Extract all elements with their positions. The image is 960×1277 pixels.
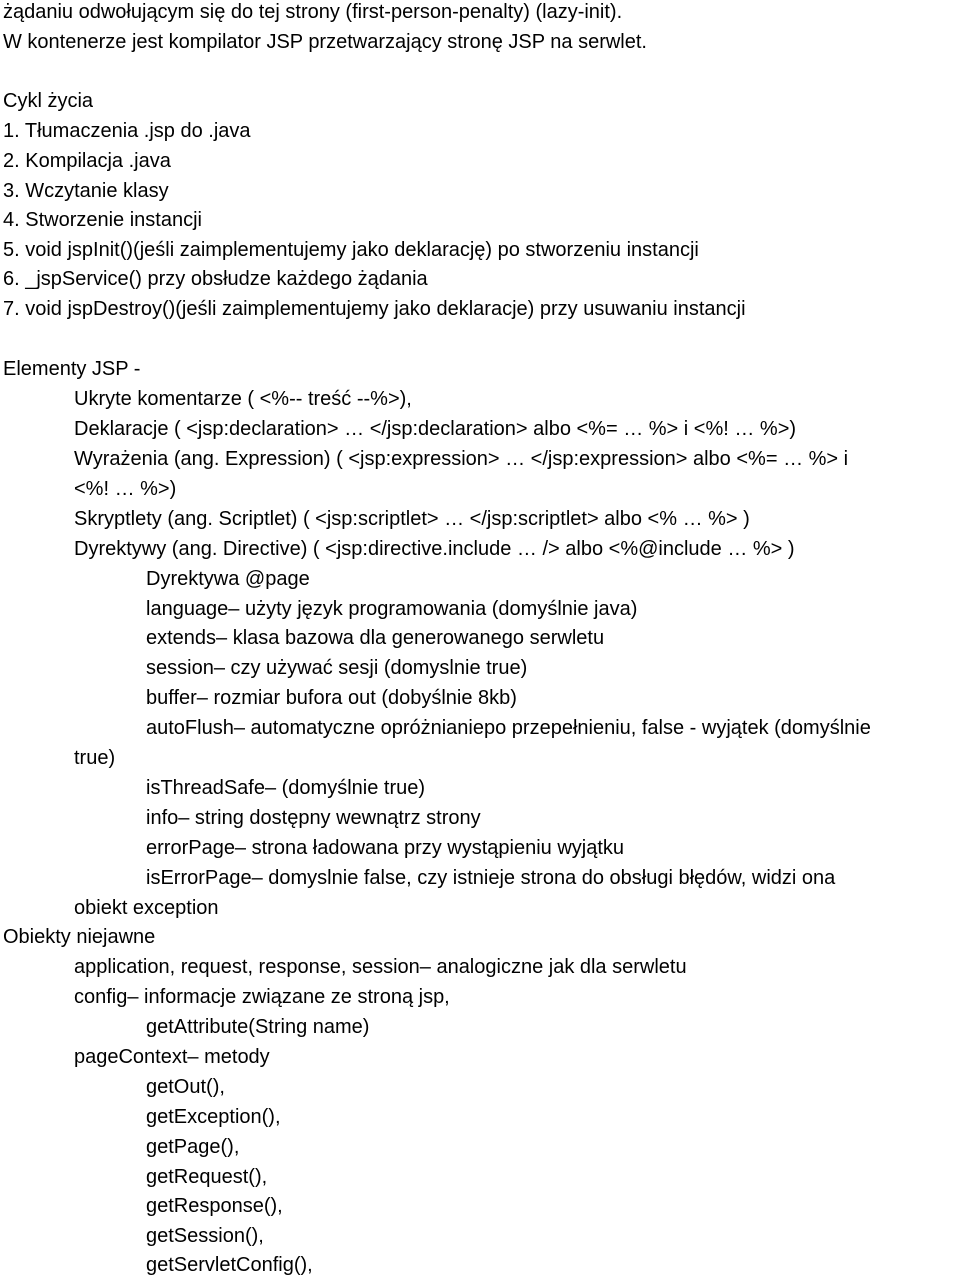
element-item: Deklaracje ( <jsp:declaration> … </jsp:declaration> albo <%= … %> i <%! … %>) (74, 418, 797, 440)
lifecycle-step: 6. _jspService() przy obsłudze każdego żądania (3, 268, 428, 290)
element-item: Ukryte komentarze ( <%-- treść --%>), (74, 388, 412, 410)
directive-attribute: isErrorPage– domyslnie false, czy istnieje strona do obsługi błędów, widzi ona (146, 867, 836, 889)
intro-line: żądaniu odwołującym się do tej strony (first-person-penalty) (lazy-init). (3, 1, 623, 23)
method-item: getSession(), (146, 1225, 264, 1247)
intro-line: W kontenerze jest kompilator JSP przetwarzający stronę JSP na serwlet. (3, 31, 647, 53)
directive-attribute: language– użyty język programowania (domyślnie java) (146, 598, 638, 620)
directive-attribute-wrap: true) (74, 747, 116, 769)
lifecycle-step: 5. void jspInit()(jeśli zaimplementujemy jako deklarację) po stworzeniu instancji (3, 239, 699, 261)
method-item: getPage(), (146, 1136, 240, 1158)
directive-attribute: session– czy używać sesji (domyslnie true) (146, 657, 528, 679)
implicit-object-item: pageContext– metody (74, 1046, 270, 1068)
method-item: getAttribute(String name) (146, 1016, 370, 1038)
elements-heading: Elementy JSP - (3, 358, 141, 380)
method-item: getServletConfig(), (146, 1254, 313, 1276)
page-directive-heading: Dyrektywa @page (146, 568, 310, 590)
element-item: <%! … %>) (74, 478, 177, 500)
directive-attribute: errorPage– strona ładowana przy wystąpieniu wyjątku (146, 837, 625, 859)
element-item: Dyrektywy (ang. Directive) ( <jsp:directive.include … /> albo <%@include … %> ) (74, 538, 795, 560)
method-item: getOut(), (146, 1076, 225, 1098)
method-item: getRequest(), (146, 1166, 268, 1188)
implicit-objects-heading: Obiekty niejawne (3, 926, 156, 948)
element-item: Skryptlety (ang. Scriptlet) ( <jsp:scriptlet> … </jsp:scriptlet> albo <% … %> ) (74, 508, 750, 530)
directive-attribute: extends– klasa bazowa dla generowanego serwletu (146, 627, 605, 649)
implicit-object-item: config– informacje związane ze stroną jsp, (74, 986, 450, 1008)
lifecycle-step: 1. Tłumaczenia .jsp do .java (3, 120, 251, 142)
directive-attribute-wrap: obiekt exception (74, 897, 219, 919)
lifecycle-step: 4. Stworzenie instancji (3, 209, 202, 231)
directive-attribute: isThreadSafe– (domyślnie true) (146, 777, 426, 799)
directive-attribute: autoFlush– automatyczne opróżnianiepo przepełnieniu, false - wyjątek (domyślnie (146, 717, 871, 739)
implicit-object-item: application, request, response, session– analogiczne jak dla serwletu (74, 956, 687, 978)
directive-attribute: info– string dostępny wewnątrz strony (146, 807, 481, 829)
directive-attribute: buffer– rozmiar bufora out (dobyślnie 8kb) (146, 687, 517, 709)
lifecycle-step: 7. void jspDestroy()(jeśli zaimplementujemy jako deklaracje) przy usuwaniu instancji (3, 298, 746, 320)
lifecycle-heading: Cykl życia (3, 90, 94, 112)
element-item: Wyrażenia (ang. Expression) ( <jsp:expression> … </jsp:expression> albo <%= … %> i (74, 448, 849, 470)
lifecycle-step: 2. Kompilacja .java (3, 150, 171, 172)
method-item: getException(), (146, 1106, 281, 1128)
lifecycle-step: 3. Wczytanie klasy (3, 180, 169, 202)
method-item: getResponse(), (146, 1195, 283, 1217)
